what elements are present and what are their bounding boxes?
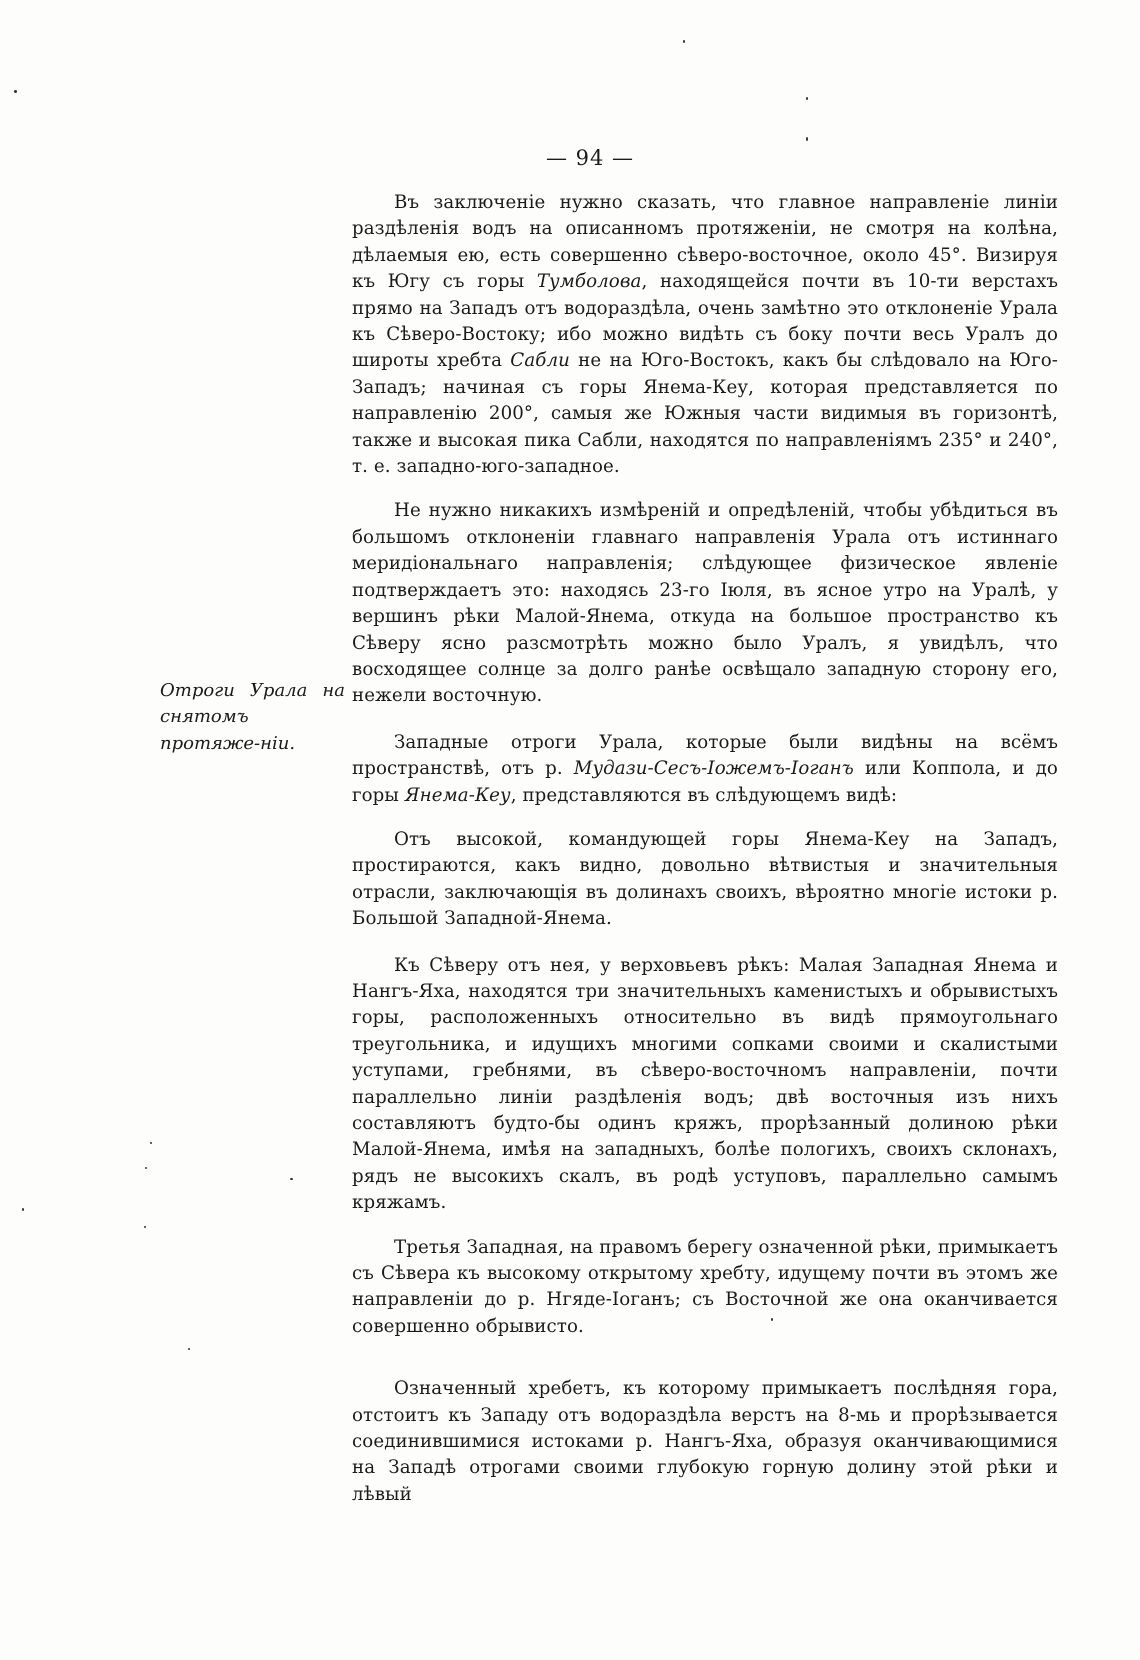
- body-text: [352, 190, 1058, 1508]
- paragraph-6: Третья Западная, на правомъ берегу означенной рѣки, примыкаетъ съ Сѣвера къ высокому открытому хребту, идущему почти въ этомъ же направленiи до р. Нгяде-Iоганъ; съ Восточной же она оканчивается совершенно обрывисто.: [352, 1236, 1058, 1337]
- scan-speck: [188, 1348, 190, 1350]
- italic-place-name: Мудази-Сесъ-Iожемъ-Iоганъ: [573, 758, 854, 780]
- text-run: не на Юго-Востокъ, какъ бы слѣдовало на Юго-Западъ; начиная съ горы Янема-Кеу, которая представляется по направленiю 200°, самыя же Южныя части видимыя въ горизонтѣ, также и высокая пика Сабли, находятся по направленiямъ 235° и 240°, т. е. западно-юго-западное.: [352, 350, 1058, 478]
- italic-place-name: Сабли: [510, 350, 570, 372]
- scan-speck: [806, 97, 808, 100]
- scan-speck: [145, 1167, 147, 1169]
- page-number: — 94 —: [545, 146, 635, 170]
- paragraph-2: Не нужно никакихъ измѣренiй и опредѣленiй, чтобы убѣдиться въ большомъ отклоненiи главнаго направленiя Урала отъ истиннаго меридiональнаго направленiя; слѣдующее физическое явленiе подтверждаетъ это: находясь 23-го Iюля, въ ясное утро на Уралѣ, у вершинъ рѣки Малой-Янема, откуда на большое пространство къ Сѣверу ясно разсмотрѣть можно было Уралъ, я увидѣлъ, что восходящее солнце за долго ранѣе освѣщало западную сторону его, нежели восточную.: [352, 500, 1058, 707]
- text-run: , находящейся почти въ 10-ти верстахъ прямо на Западъ отъ водораздѣла, очень замѣтно это отклоненiе Урала къ Сѣверо-Востоку; ибо можно видѣть съ боку почти весь Уралъ до широты хребта: [352, 271, 1058, 372]
- scan-speck: [22, 1208, 24, 1211]
- italic-place-name: Янема-Кеу: [404, 784, 511, 806]
- paragraph-5: Къ Сѣверу отъ нея, у верховьевъ рѣкъ: Малая Западная Янема и Нангъ-Яха, находятся три значительныхъ каменистыхъ и обрывистыхъ горы, расположенныхъ относительно въ видѣ прямоугольнаго треугольника, и идущихъ многими сопками своими и скалистыми уступами, гребнями, въ сѣверо-восточномъ направленiи, почти параллельно линiи раздѣленiя водъ; двѣ восточныя изъ нихъ составляютъ будто-бы одинъ кряжъ, прорѣзанный долиною рѣки Малой-Янема, имѣя на западныхъ, болѣе пологихъ, своихъ склонахъ, рядъ не высокихъ скалъ, въ родѣ уступовъ, параллельно самымъ кряжамъ.: [352, 954, 1058, 1214]
- text-run: , представляются въ слѣдующемъ видѣ:: [510, 784, 898, 806]
- scan-speck: [771, 1318, 773, 1321]
- text-run: Западные отроги Урала, которые были видѣны на всёмъ пространствѣ, отъ р.: [352, 731, 1058, 780]
- margin-note: Отроги Урала на снятомъ протяже-нiи.: [160, 680, 345, 754]
- scan-speck: [14, 90, 17, 93]
- paragraph-4: Отъ высокой, командующей горы Янема-Кеу на Западъ, простираются, какъ видно, довольно вѣтвистыя и значительныя отрасли, заключающiя въ долинахъ своихъ, вѣроятно многiе истоки р. Большой Западной-Янема.: [352, 828, 1058, 930]
- paragraph-1: [352, 190, 1058, 480]
- scan-speck: [144, 1226, 146, 1228]
- text-run: Въ заключенiе нужно сказать, что главное направленiе линiи раздѣленiя водъ на описанномъ протяженiи, не смотря на колѣна, дѣлаемыя ею, есть совершенно сѣверо-восточное, около 45°. Визируя къ Югу съ горы: [352, 192, 1058, 293]
- scan-speck: [806, 137, 808, 141]
- paragraph-3: [352, 730, 1058, 809]
- scan-speck: [290, 1178, 293, 1180]
- scan-speck: [150, 1142, 152, 1144]
- paragraph-7: Означенный хребетъ, къ которому примыкаетъ послѣдняя гора, отстоитъ къ Западу отъ водораздѣла верстъ на 8-мь и прорѣзывается соединившимися истоками р. Нангъ-Яха, образуя оканчивающимися на Западѣ отрогами своими глубокую горную долину этой рѣки и лѣвый: [352, 1378, 1058, 1505]
- text-run: или Коппола, и до горы: [352, 758, 1058, 806]
- scan-speck: [683, 40, 685, 43]
- italic-place-name: Тумболова: [536, 271, 642, 293]
